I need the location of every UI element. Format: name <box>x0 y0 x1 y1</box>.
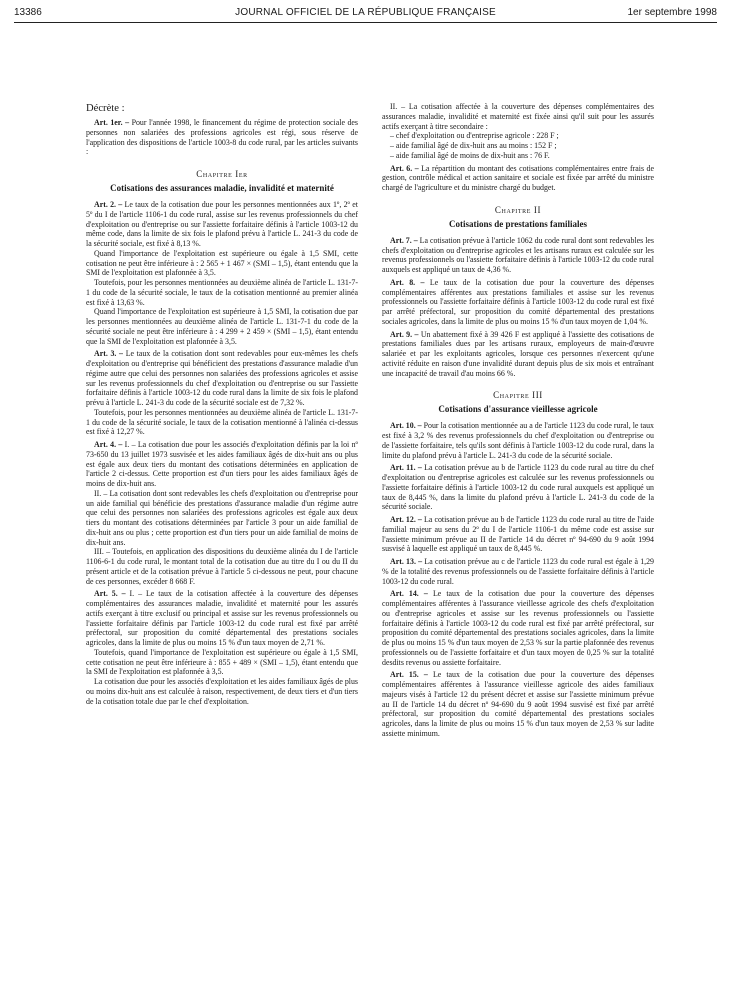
article-text: Pour l'année 1998, le financement du régime de protection sociale des personnes non salariées des professions agricoles est régi, sous réserve de l'application des dispositions de l'article 1003-8 du code rural, par les articles suivants : <box>86 118 359 157</box>
article-text: Le taux de la cotisation due pour la couverture des dépenses complémentaires afférentes à l'assurance vieillesse agricole des aides familiaux majeurs visés à l'article 12 du présent décret et assise sur l'assiette minimum prévue au II de l'article 14 du décret nº 94-690 du 9 août 1994 susvisé est fixé par arrêté préfectoral, sur proposition du comité départemental des prestations sociales agricoles, dans la limite de plus ou moins 15 % d'un taux moyen de 2,53 % sur ladite assiette minimum. <box>382 670 654 738</box>
article-text: I. – Le taux de la cotisation affectée à la couverture des dépenses complémentaires des assurances maladie, invalidité et maternité pour les assurés actifs exerçant à titre exclusif ou principal et assise sur les revenus professionnels ou l'assiette forfaitaire définis par l'article 1003-12 du code rural est fixé par arrêté préfectoral, sur proposition du comité départemental des prestations sociales agricoles, dans la limite de plus ou moins 15 % d'un taux moyen de 2,71 %. <box>86 589 358 647</box>
article-label: Art. 12. – <box>390 515 422 524</box>
article-15 <box>382 670 654 738</box>
article-text: La cotisation prévue au c de l'article 1123 du code rural est égale à 1,29 % de la totalité des revenus professionnels ou de l'assiette forfaitaire définis à l'article 1003-12 du code rural. <box>382 557 655 586</box>
article-label: Art. 3. – <box>94 349 124 359</box>
left-column <box>86 102 358 706</box>
article-paragraph: Toutefois, quand l'importance de l'exploitation est supérieure ou égale à 1,5 SMI, cette cotisation ne peut être inférieure à : 855 + 489 × (SMI – 1,5), étant entendu que la SMI de l'exploitation est plafonnée à 3,5. <box>86 647 358 677</box>
article-text: Le taux de la cotisation due pour les personnes mentionnées aux 1º, 2º et 5º du I de l'article 1106-1 du code rural, assise sur les revenus professionnels du chef d'exploitation ou d'entreprise ou sur l'assiette forfaitaire définis à l'article 1003-12 du même code, dans la limite de six fois le plafond prévu à l'article L. 241-3 du code de la sécurité sociale, est fixé à 8,13 %. <box>86 200 358 248</box>
article-7 <box>382 236 654 275</box>
chapter-2-title: Cotisations de prestations familiales <box>448 218 588 229</box>
article-13 <box>382 557 654 586</box>
article-label: Art. 14. – <box>390 589 428 599</box>
article-14 <box>382 589 654 667</box>
article-text: Pour la cotisation mentionnée au a de l'article 1123 du code rural, le taux est fixé à 3,2 % des revenus professionnels du chef d'exploitation ou d'entreprise ou de l'assiette forfaitaire, tels qu'ils sont définis à l'article 1003-12 du code rural, dans la limite du plafond prévu à l'article L. 241-3 du code de la sécurité sociale. <box>382 421 654 460</box>
article-text: La répartition du montant des cotisations complémentaires entre frais de gestion, contrôle médical et action sanitaire et sociale est fixée par arrêté du ministre chargé de l'agriculture et du ministre chargé du budget. <box>382 163 654 192</box>
right-column <box>382 102 654 739</box>
article-label: Art. 15. – <box>390 670 428 680</box>
article-text: Le taux de la cotisation dont sont redevables pour eux-mêmes les chefs d'exploitation ou d'entreprise qui bénéficient des prestations d'assurance maladie d'un régime autre que celui des personnes non salariées des professions agricoles et assise sur les revenus professionnels du chef d'exploitation ou d'entreprise ou sur l'assiette forfaitaire définis à l'article 1003-12 du code rural dans la limite de six fois le plafond prévu à l'article L. 241-3 du code de la sécurité sociale est de 7,32 %. <box>86 349 358 407</box>
decree-heading: Décrète : <box>86 103 125 114</box>
article-12 <box>382 515 654 554</box>
article-label: Art. 1er. – <box>94 118 130 127</box>
article-paragraph: II. – La cotisation dont sont redevables les chefs d'exploitation ou d'entreprise pour un aide familial qui bénéficie des prestations d'assurance maladie d'un régime autre que celui des personnes non salariées des professions agricoles est égale aux deux tiers du montant des cotisations déterminées par l'article 3 pour un aide familial de dix-huit ans ou plus ; cette proportion est d'un tiers pour un aide familial de moins de dix-huit ans. <box>86 488 358 547</box>
article-label: Art. 7. – <box>390 235 418 245</box>
article-label: Art. 13. – <box>390 557 423 566</box>
publication-date: 1er septembre 1998 <box>627 7 717 18</box>
article-label: Art. 5. – <box>94 589 126 599</box>
article-1 <box>86 118 358 157</box>
article-text: La cotisation prévue au b de l'article 1123 du code rural au titre de l'aide familial majeur au sens du 2º du I de l'article 1106-1 du même code est assise sur l'assiette minimum prévue au II de l'article 14 du décret nº 94-690 du 9 août 1994 susvisé à laquelle est appliqué un taux de 8,445 %. <box>382 515 654 554</box>
article-text: Un abattement fixé à 39 426 F est appliqué à l'assiette des cotisations de prestations familiales dues par les artisans ruraux, employeurs de main-d'œuvre salariée et par les exploitants agricoles, lorsque ces personnes n'exercent qu'une activité réduite en raison d'une invalidité durant depuis plus de six mois et entraînant une incapacité de travail d'au moins 66 %. <box>382 329 654 378</box>
list-item: – chef d'exploitation ou d'entreprise agricole : 228 F ; <box>390 131 559 141</box>
article-8 <box>382 278 654 327</box>
article-paragraph: La cotisation due pour les associés d'exploitation et les aides familiaux âgés de plus ou moins dix-huit ans est calculée à raison, respectivement, de deux tiers et d'un tiers de la cotisation totale due par le chef d'exploitation. <box>86 677 358 706</box>
article-3 <box>86 349 358 408</box>
article-label: Art. 6. – <box>390 163 419 173</box>
chapter-3-label: Chapitre III <box>493 390 543 401</box>
article-paragraph: Quand l'importance de l'exploitation est supérieure ou égale à 1,5 SMI, cette cotisation ne peut être inférieure à : 2 565 + 1 467 × (SMI – 1,5), étant entendu que la SMI de l'exploitation est plafonnée à 3,5. <box>86 248 358 278</box>
article-paragraph: Toutefois, pour les personnes mentionnées au deuxième alinéa de l'article L. 131-7-1 du code de la sécurité sociale, le taux de la cotisation mentionné au premier alinéa est fixé à 13,63 %. <box>86 278 358 307</box>
page-header <box>14 6 717 23</box>
article-text: Le taux de la cotisation due pour la couverture des dépenses complémentaires afférentes aux prestations familiales et assise sur les revenus professionnels ou l'assiette forfaitaire définis à l'article 1003-12 du code rural est fixé par arrêté préfectoral, sur proposition du comité départemental des prestations sociales agricoles, dans la limite de plus ou moins 15 % d'un taux moyen de 1,04 %. <box>382 277 654 326</box>
article-paragraph: Toutefois, pour les personnes mentionnées au deuxième alinéa de l'article L. 131-7-1 du code de la sécurité sociale, le taux de la cotisation mentionné à l'alinéa ci-dessus est fixé à 12,27 %. <box>86 407 358 437</box>
article-10 <box>382 421 654 460</box>
journal-title: JOURNAL OFFICIEL DE LA RÉPUBLIQUE FRANÇAISE <box>235 7 496 18</box>
article-label: Art. 10. – <box>390 421 422 431</box>
article-label: Art. 8. – <box>390 277 425 287</box>
article-11 <box>382 463 654 512</box>
article-4 <box>86 440 358 489</box>
chapter-1-label: Chapitre Ier <box>196 169 248 179</box>
article-label: Art. 11. – <box>390 463 422 473</box>
article-label: Art. 4. – <box>94 440 123 449</box>
article-text: La cotisation prévue au b de l'article 1123 du code rural au titre du chef d'exploitation ou d'entreprise agricoles est calculée sur les revenus professionnels ou l'assiette forfaitaire définis à l'article 1003-12 du code rural auxquels est appliqué un taux de 8,445 %, dans la limite du plafond prévu à l'article L. 241-3 du code de la sécurité sociale. <box>382 463 654 512</box>
article-text: I. – La cotisation due pour les associés d'exploitation définis par la loi nº 73-650 du 13 juillet 1973 susvisée et les aides familiaux âgés de dix-huit ans ou plus est égale aux deux tiers du montant des cotisations déterminées en application de l'article 2 ci-dessus. Cette proportion est d'un tiers pour les aides familiaux âgés de moins de dix-huit ans. <box>86 440 358 488</box>
list-item: – aide familial âgé de moins de dix-huit ans : 76 F. <box>390 150 550 160</box>
article-text: Le taux de la cotisation due pour la couverture des dépenses complémentaires afférentes à l'assurance vieillesse agricole des chefs d'exploitation ou d'entreprise agricoles et assise sur les revenus professionnels ou l'assiette forfaitaire définis à l'article 1003-12 du code rural est fixé par arrêté préfectoral, sur proposition du comité départemental des prestations sociales agricoles, dans la limite de plus ou moins 15 % d'un taux moyen de 2,53 % sur la partie plafonnée des revenus professionnels ou de l'assiette forfaitaire et d'un taux moyen de 0,25 % sur la totalité desdits revenus ou assiette forfaitaire. <box>382 589 654 667</box>
article-paragraph: III. – Toutefois, en application des dispositions du deuxième alinéa du I de l'article 1106-6-1 du code rural, le montant total de la cotisation due au titre du I ou du II du présent article et de la cotisation prévue à l'article 5 ci-dessous ne peut, pour chacune de ces personnes, excéder 8 668 F. <box>86 547 358 586</box>
article-6 <box>382 164 654 193</box>
page-number: 13386 <box>14 7 42 18</box>
article-9 <box>382 330 654 379</box>
list-item: – aide familial âgé de dix-huit ans au moins : 152 F ; <box>390 141 557 150</box>
chapter-1-title: Cotisations des assurances maladie, invalidité et maternité <box>110 183 334 193</box>
article-text: La cotisation prévue à l'article 1062 du code rural dont sont redevables les chefs d'exploitation ou d'entreprise agricoles et les artisans ruraux est calculée sur les revenus professionnels ou l'assiette forfaitaire définis à l'article 1003-12 du code rural auxquels est appliqué un taux de 4,36 %. <box>382 235 654 274</box>
article-label: Art. 9. – <box>390 329 419 339</box>
article-label: Art. 2. – <box>94 200 123 209</box>
chapter-3-title: Cotisations d'assurance vieillesse agricole <box>438 404 598 415</box>
article-5-part-ii: II. – La cotisation affectée à la couverture des dépenses complémentaires des assurances maladie, invalidité et maternité est fixée ainsi qu'il suit pour les assurés actifs exerçant à titre secondaire : <box>382 102 654 131</box>
article-5 <box>86 589 358 648</box>
article-2 <box>86 200 358 249</box>
article-paragraph: Quand l'importance de l'exploitation est supérieure à 1,5 SMI, la cotisation due par les personnes mentionnées au deuxième alinéa de l'article L. 131-7-1 du code de la sécurité sociale ne peut être inférieure à : 4 299 + 2 459 × (SMI – 1,5), étant entendu que la SMI de l'exploitation est plafonnée à 3,5. <box>86 307 358 346</box>
chapter-2-label: Chapitre II <box>494 204 542 215</box>
